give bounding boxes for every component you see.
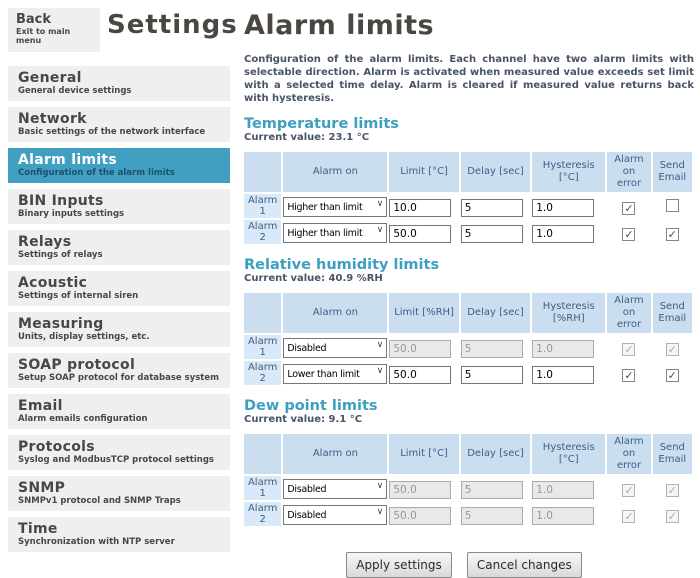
chevron-down-icon: ∨ (376, 224, 384, 235)
send-email-checkbox[interactable]: ✓ (667, 342, 677, 356)
send-email-checkbox[interactable]: ✓ (667, 368, 677, 382)
sidebar-item-title: General (18, 70, 82, 86)
action-buttons (244, 552, 684, 578)
hysteresis-input[interactable] (532, 481, 594, 499)
hysteresis-input[interactable] (532, 507, 594, 525)
table-header-row (244, 152, 692, 192)
sidebar-item-title: Protocols (18, 439, 95, 455)
sidebar-item-snmp[interactable] (8, 476, 230, 511)
table-row (244, 502, 692, 526)
alarm-on-select[interactable] (283, 338, 387, 358)
back-button[interactable] (8, 8, 100, 52)
chevron-down-icon: ∨ (376, 480, 384, 491)
sidebar-item-subtitle: General device settings (18, 86, 132, 96)
sidebar-item-title: Relays (18, 234, 72, 250)
sidebar-item-subtitle: Basic settings of the network interface (18, 127, 206, 137)
delay-input[interactable] (461, 481, 523, 499)
col-header-limit: Limit [°C] (389, 434, 458, 474)
limit-input[interactable] (389, 340, 451, 358)
col-header-alarm-on: Alarm on (283, 434, 387, 474)
sidebar-item-title: Acoustic (18, 275, 88, 291)
send-email-checkbox[interactable]: ✓ (667, 509, 677, 523)
dew-point-limits-section (244, 399, 694, 528)
col-header-delay: Delay [sec] (461, 152, 530, 192)
sidebar-item-title: Time (18, 521, 58, 537)
corner-cell (244, 434, 281, 474)
hysteresis-input[interactable] (532, 225, 594, 243)
sidebar-item-general[interactable] (8, 66, 230, 101)
delay-input[interactable] (461, 507, 523, 525)
corner-cell (244, 293, 281, 333)
humidity-limits-section (244, 258, 694, 387)
section-heading: Relative humidity limits (244, 257, 440, 273)
limit-input[interactable] (389, 199, 451, 217)
sidebar-item-subtitle: Configuration of the alarm limits (18, 168, 175, 178)
chevron-down-icon: ∨ (376, 339, 384, 350)
humidity-limits-table (242, 291, 694, 387)
delay-input[interactable] (461, 340, 523, 358)
row-label: Alarm 2 (244, 361, 281, 385)
delay-input[interactable] (461, 225, 523, 243)
row-label: Alarm 1 (244, 335, 281, 359)
hysteresis-input[interactable] (532, 199, 594, 217)
alarm-on-error-checkbox[interactable]: ✓ (624, 368, 634, 382)
sidebar-item-subtitle: SNMPv1 protocol and SNMP Traps (18, 496, 181, 506)
chevron-down-icon: ∨ (376, 365, 384, 376)
chevron-down-icon: ∨ (376, 506, 384, 517)
sidebar-item-network[interactable] (8, 107, 230, 142)
page-title: Alarm limits (244, 10, 435, 41)
sidebar-item-title: Email (18, 398, 63, 414)
col-header-hysteresis: Hysteresis [°C] (532, 434, 605, 474)
sidebar-item-title: Measuring (18, 316, 104, 332)
col-header-limit: Limit [%RH] (389, 293, 458, 333)
col-header-send-email: Send Email (653, 152, 692, 192)
sidebar-item-subtitle: Units, display settings, etc. (18, 332, 150, 342)
section-heading: Temperature limits (244, 116, 399, 132)
sidebar-item-measuring[interactable] (8, 312, 230, 347)
alarm-on-select[interactable] (283, 364, 387, 384)
alarm-on-error-checkbox[interactable]: ✓ (624, 509, 634, 523)
alarm-on-select[interactable] (283, 479, 387, 499)
row-label: Alarm 2 (244, 220, 281, 244)
sidebar-item-relays[interactable] (8, 230, 230, 265)
alarm-on-error-checkbox[interactable]: ✓ (624, 227, 634, 241)
table-header-row (244, 293, 692, 333)
back-button-label: Back (16, 12, 52, 27)
sidebar-item-title: Network (18, 111, 87, 127)
sidebar-item-subtitle: Syslog and ModbusTCP protocol settings (18, 455, 214, 465)
table-row (244, 194, 692, 218)
limit-input[interactable] (389, 225, 451, 243)
current-value: Current value: 40.9 %RH (244, 273, 383, 284)
limit-input[interactable] (389, 481, 451, 499)
sidebar-item-title: Alarm limits (18, 152, 118, 168)
sidebar-item-subtitle: Settings of relays (18, 250, 103, 260)
row-label: Alarm 1 (244, 476, 281, 500)
page-description: Configuration of the alarm limits. Each channel have two alarm limits with selectable direction. Alarm is activated when measured value exceeds set limit with a selected time delay. Alarm is cleared if measured value returns back with hysteresis. (244, 54, 694, 104)
alarm-on-select[interactable] (283, 223, 387, 243)
col-header-send-email: Send Email (653, 293, 692, 333)
sidebar-item-protocols[interactable] (8, 435, 230, 470)
chevron-down-icon: ∨ (376, 198, 384, 209)
hysteresis-input[interactable] (532, 366, 594, 384)
sidebar-item-email[interactable] (8, 394, 230, 429)
sidebar-item-subtitle: Settings of internal siren (18, 291, 139, 301)
temperature-limits-section (244, 117, 694, 246)
send-email-checkbox[interactable] (666, 199, 679, 212)
settings-title: Settings (107, 10, 238, 40)
apply-settings-button[interactable]: Apply settings (346, 552, 452, 578)
send-email-checkbox[interactable]: ✓ (667, 227, 677, 241)
current-value: Current value: 23.1 °C (244, 132, 370, 143)
alarm-on-error-checkbox[interactable]: ✓ (624, 342, 634, 356)
sidebar-item-subtitle: Setup SOAP protocol for database system (18, 373, 219, 383)
sidebar-item-soap-protocol[interactable] (8, 353, 230, 388)
temperature-limits-table (242, 150, 694, 246)
sidebar-item-alarm-limits[interactable] (8, 148, 230, 183)
limit-input[interactable] (389, 507, 451, 525)
main-content (244, 8, 694, 578)
delay-input[interactable] (461, 366, 523, 384)
send-email-checkbox[interactable]: ✓ (667, 483, 677, 497)
sidebar-item-title: SOAP protocol (18, 357, 136, 373)
row-label: Alarm 1 (244, 194, 281, 218)
col-header-delay: Delay [sec] (461, 293, 530, 333)
alarm-on-error-checkbox[interactable]: ✓ (624, 201, 634, 215)
sidebar-item-bin-inputs[interactable] (8, 189, 230, 224)
col-header-alarm-on-error: Alarm on error (607, 434, 650, 474)
row-label: Alarm 2 (244, 502, 281, 526)
alarm-on-select[interactable] (283, 197, 387, 217)
sidebar-item-subtitle: Alarm emails configuration (18, 414, 148, 424)
col-header-hysteresis: Hysteresis [%RH] (532, 293, 605, 333)
sidebar-item-title: BIN Inputs (18, 193, 104, 209)
current-value: Current value: 9.1 °C (244, 414, 363, 425)
sidebar-item-title: SNMP (18, 480, 66, 496)
back-button-subtitle: Exit to main menu (16, 27, 71, 45)
sidebar-item-subtitle: Binary inputs settings (18, 209, 125, 219)
table-row (244, 220, 692, 244)
sidebar (8, 8, 238, 558)
col-header-hysteresis: Hysteresis [°C] (532, 152, 605, 192)
dew-point-limits-table (242, 432, 694, 528)
limit-input[interactable] (389, 366, 451, 384)
col-header-delay: Delay [sec] (461, 434, 530, 474)
delay-input[interactable] (461, 199, 523, 217)
col-header-alarm-on: Alarm on (283, 293, 387, 333)
sidebar-item-acoustic[interactable] (8, 271, 230, 306)
col-header-send-email: Send Email (653, 434, 692, 474)
col-header-alarm-on: Alarm on (283, 152, 387, 192)
sidebar-item-time[interactable] (8, 517, 230, 552)
sidebar-menu (8, 66, 230, 552)
section-heading: Dew point limits (244, 398, 378, 414)
table-row (244, 361, 692, 385)
corner-cell (244, 152, 281, 192)
table-row (244, 476, 692, 500)
alarm-on-select[interactable] (283, 505, 387, 525)
hysteresis-input[interactable] (532, 340, 594, 358)
cancel-changes-button[interactable]: Cancel changes (467, 552, 582, 578)
sidebar-item-subtitle: Synchronization with NTP server (18, 537, 175, 547)
col-header-alarm-on-error: Alarm on error (607, 293, 650, 333)
col-header-alarm-on-error: Alarm on error (607, 152, 650, 192)
alarm-on-error-checkbox[interactable]: ✓ (624, 483, 634, 497)
table-row (244, 335, 692, 359)
table-header-row (244, 434, 692, 474)
col-header-limit: Limit [°C] (389, 152, 458, 192)
